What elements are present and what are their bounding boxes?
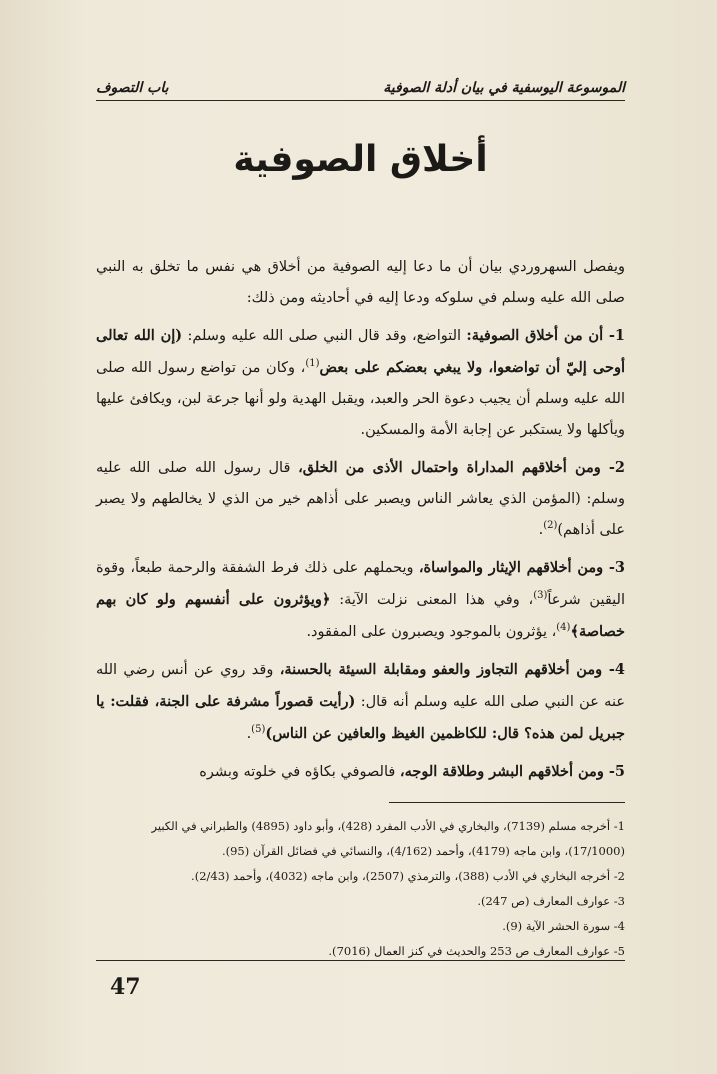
paragraph-3 <box>96 552 625 648</box>
paragraph-1-text-b: ، وكان من تواضع رسول الله صلى الله عليه وسلم أن يجيب دعوة الحر والعبد، ويقبل الهدية ولو أنها جرعة لبن، ويكافئ عليها ويأكلها ولا يستكبر عن إجابة الأمة والمسكين. <box>96 360 625 438</box>
paragraph-5-text-a: فالصوفي بكاؤه في خلوته وبشره <box>199 764 400 780</box>
footnote-line: 2- أخرجه البخاري في الأدب (388)، والترمذي (2507)، وابن ماجه (4032)، وأحمد (2/43). <box>191 869 625 883</box>
intro-paragraph: ويفصل السهروردي بيان أن ما دعا إليه الصوفية من أخلاق هي نفس ما تخلق به النبي صلى الله عليه وسلم في سلوكه ودعا إليه في أحاديثه ومن ذلك: <box>96 259 625 306</box>
paragraph-4-text-b: . <box>246 726 252 742</box>
footnote-line: 4- سورة الحشر الآية (9). <box>502 919 625 933</box>
footnote-line: 1- أخرجه مسلم (7139)، والبخاري في الأدب المفرد (428)، وأبو داود (4895) والطبراني في الكبير <box>151 819 625 833</box>
paragraph-3-lead: 3- ومن أخلاقهم الإيثار والمواساة، <box>418 559 625 576</box>
footnote-ref-1: (1) <box>305 358 320 370</box>
paragraph-3-text-c: ، يؤثرون بالموجود ويصبرون على المفقود. <box>306 624 557 640</box>
footnotes <box>96 814 625 964</box>
paragraph-3-text-a: ويحملهم على ذلك فرط الشفقة والرحمة طبعاً، وقوة اليقين شرعاً <box>96 560 625 608</box>
paragraph-2-text-a: قال رسول الله صلى الله عليه وسلم: (المؤمن الذي يعاشر الناس ويصبر على أذاهم خير من الذي لا يخالطهم ولا يصبر على أذاهم) <box>96 460 625 538</box>
paragraph-4-hadith: (رأيت قصوراً مشرفة على الجنة، فقلت: يا جبريل لمن هذه؟ قال: للكاظمين الغيظ والعافين عن الناس) <box>96 693 625 742</box>
paragraph-2-text-b: . <box>538 522 544 538</box>
paragraph-4-lead: 4- ومن أخلاقهم التجاوز والعفو ومقابلة السيئة بالحسنة، <box>279 661 626 678</box>
main-text <box>96 252 625 794</box>
paragraph-2-lead: 2- ومن أخلاقهم المداراة واحتمال الأذى من الخلق، <box>298 459 625 476</box>
paragraph-1 <box>96 320 625 446</box>
footnote-line: 5- عوارف المعارف ص 253 والحديث في كنز العمال (7016). <box>328 944 625 958</box>
footnote-ref-5: (5) <box>251 724 266 736</box>
paragraph-5 <box>96 756 625 788</box>
page-number: 47 <box>110 974 141 1000</box>
paragraph-4-text-a: وقد روي عن أنس رضي الله عنه عن النبي صلى الله عليه وسلم أنه قال: <box>96 662 625 710</box>
footnote-ref-3: (3) <box>533 590 548 602</box>
footnote-separator <box>389 802 625 803</box>
paragraph-1-lead: 1- أن من أخلاق الصوفية: <box>466 327 626 344</box>
footnote-ref-2: (2) <box>543 520 558 532</box>
paragraph-1-hadith: (إن الله تعالى أوحى إليّ أن تواضعوا، ولا يبغي بعضكم على بعض <box>96 327 625 376</box>
quran-verse: ﴿ويؤثرون على أنفسهم ولو كان بهم خصاصة﴾ <box>96 591 625 640</box>
footnote-line: 3- عوارف المعارف (ص 247). <box>477 894 625 908</box>
paragraph-4 <box>96 654 625 750</box>
paragraph-2 <box>96 452 625 546</box>
paragraph-1-text-a: التواضع، وقد قال النبي صلى الله عليه وسلم: <box>187 328 467 344</box>
running-header <box>96 80 625 101</box>
paragraph-5-lead: 5- ومن أخلاقهم البشر وطلاقة الوجه، <box>399 763 625 780</box>
footnote-line: (17/1000)، وابن ماجه (4179)، وأحمد (4/162)، والنسائي في فضائل القرآن (95). <box>221 844 625 858</box>
header-book-title: الموسوعة اليوسفية في بيان أدلة الصوفية <box>383 80 625 96</box>
header-chapter: باب التصوف <box>96 80 169 96</box>
footnote-ref-4: (4) <box>556 622 571 634</box>
paragraph-3-text-b: ، وفي هذا المعنى نزلت الآية: <box>330 592 534 608</box>
page-title: أخلاق الصوفية <box>233 139 488 180</box>
footer-rule <box>96 960 625 961</box>
